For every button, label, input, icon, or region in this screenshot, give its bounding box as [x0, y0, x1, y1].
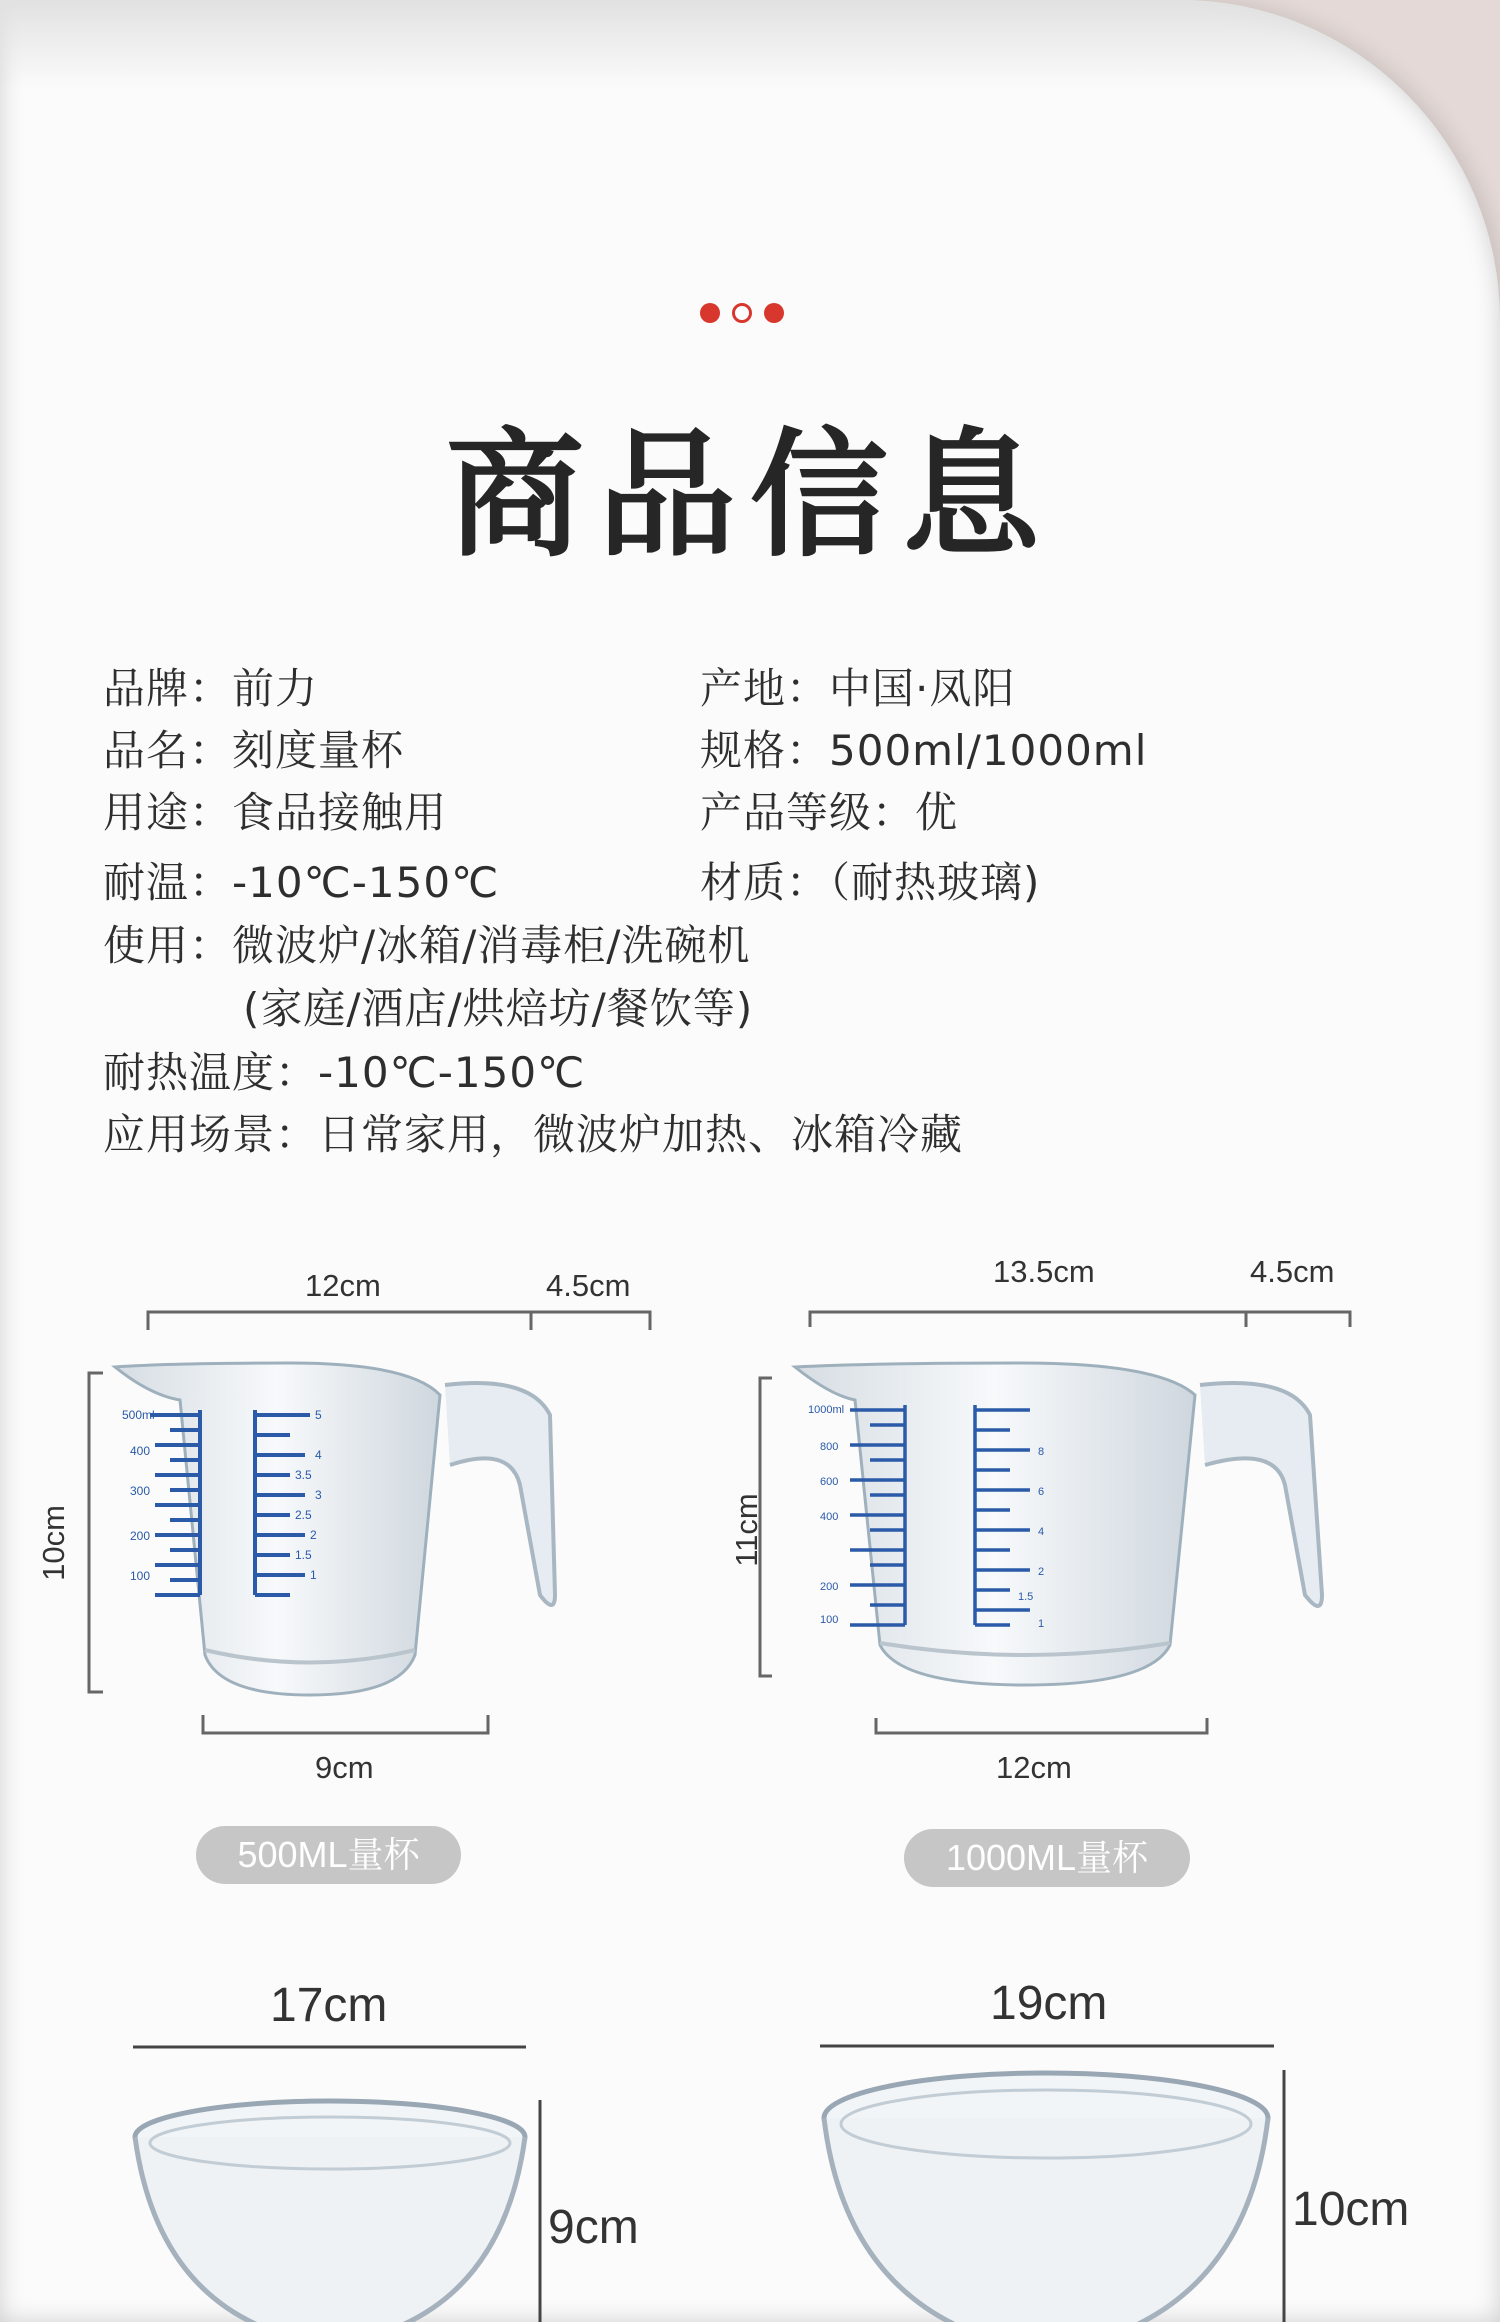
scale-label: 4: [1038, 1526, 1045, 1538]
usage-text: 用途：食品接触用: [103, 788, 448, 837]
scale-label: 1.5: [295, 1548, 312, 1562]
scale-label: 1: [1038, 1618, 1045, 1630]
scale-label: 400: [820, 1511, 839, 1523]
cup-large-width-label: 13.5cm: [993, 1254, 1095, 1289]
brand-text: 品牌：前力: [103, 664, 319, 713]
temperature-text: 耐温：-10℃-150℃: [103, 858, 500, 907]
scale-label: 2.5: [295, 1508, 312, 1522]
scale-label: 800: [820, 1441, 839, 1453]
page-title: 商品信息: [445, 415, 1054, 576]
cup-small-width-label: 12cm: [305, 1268, 381, 1303]
scale-label: 100: [820, 1614, 839, 1626]
cup-large-height-label: 11cm: [728, 1493, 764, 1567]
scale-label: 5: [315, 1408, 322, 1422]
scale-label: 200: [820, 1581, 839, 1593]
material-text: 材质：（耐热玻璃): [700, 858, 1041, 907]
scale-label: 8: [1038, 1446, 1045, 1458]
cup-large-base-label: 12cm: [996, 1750, 1072, 1785]
scale-label: 100: [130, 1569, 151, 1583]
product-name-text: 品名：刻度量杯: [103, 726, 405, 775]
scale-label: 2: [310, 1528, 317, 1542]
bowl-small-image: [130, 2095, 530, 2322]
bowl-small-width-label: 17cm: [270, 1979, 388, 2032]
cup-small-handle-label: 4.5cm: [546, 1268, 631, 1303]
scale-label: 4: [315, 1448, 322, 1462]
cup-large-badge: 1000ML量杯: [904, 1829, 1190, 1887]
scale-label: 300: [130, 1484, 151, 1498]
bowl-large-height-label: 10cm: [1292, 2183, 1410, 2236]
origin-text: 产地：中国·凤阳: [700, 664, 1016, 713]
scale-label: 2: [1038, 1566, 1045, 1578]
cup-large-handle-label: 4.5cm: [1250, 1254, 1335, 1289]
grade-text: 产品等级：优: [700, 788, 959, 837]
bowl-small-height-label: 9cm: [548, 2201, 639, 2254]
bowl-large-width-label: 19cm: [990, 1977, 1108, 2030]
application-scene-text: 应用场景：日常家用，微波炉加热、冰箱冷藏: [103, 1110, 964, 1159]
cup-small-base-label: 9cm: [315, 1750, 374, 1785]
scale-label: 3: [315, 1488, 322, 1502]
scale-label: 6: [1038, 1486, 1045, 1498]
scale-label: 200: [130, 1529, 151, 1543]
scale-label: 1000ml: [808, 1404, 845, 1416]
cup-small-height-label: 10cm: [35, 1505, 71, 1581]
scale-label: 400: [130, 1444, 151, 1458]
heat-temperature-text: 耐热温度：-10℃-150℃: [103, 1048, 586, 1097]
scale-label: 3.5: [295, 1468, 312, 1482]
use-text: 使用：微波炉/冰箱/消毒柜/洗碗机: [103, 921, 751, 970]
cup-small-badge: 500ML量杯: [196, 1826, 461, 1884]
scale-label: 1: [310, 1568, 317, 1582]
spec-text: 规格：500ml/1000ml: [700, 726, 1148, 775]
use-scenarios-text: (家庭/酒店/烘焙坊/餐饮等): [243, 984, 754, 1033]
scale-label: 600: [820, 1476, 839, 1488]
scale-label: 1.5: [1018, 1591, 1034, 1603]
scale-label: 500ml: [122, 1408, 155, 1422]
bowl-large-image: [818, 2062, 1274, 2322]
